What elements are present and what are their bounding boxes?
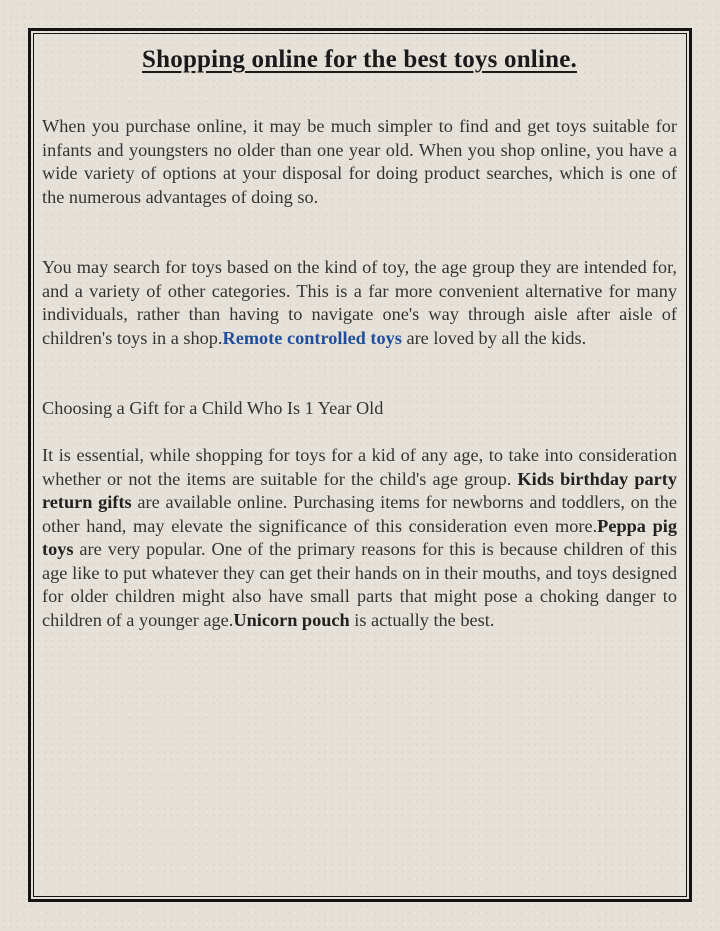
paragraph-intro: When you purchase online, it may be much simpler to find and get toys suitable for infants and youngsters no older than one year old. When you shop online, you have a wide variety of options at your disposal for doing product searches, which is one of the numerous advantages of doing so. bbox=[42, 116, 677, 207]
keyword-return-gifts: Kids birthday party return gifts bbox=[42, 468, 677, 512]
paragraph-search bbox=[42, 256, 677, 350]
keyword-peppa-pig-toys: Peppa pig toys bbox=[42, 515, 677, 559]
paragraph-search-text: You may search for toys based on the kind of toy, the age group they are intended for, and a variety of other categories. This is a far more convenient alternative for many individuals, rather than having to navigate one's way through aisle after aisle of children's toys in a shop. bbox=[42, 257, 677, 348]
paragraph-gift bbox=[42, 444, 677, 632]
document-body bbox=[42, 44, 677, 632]
page-title: Shopping online for the best toys online. bbox=[142, 46, 577, 73]
paragraph-search-tail: are loved by all the kids. bbox=[401, 327, 587, 348]
section-subheading: Choosing a Gift for a Child Who Is 1 Year Old bbox=[42, 398, 384, 418]
paragraph-gift-text-2: are available online. Purchasing items for newborns and toddlers, on the other hand, may elevate the significance of this consideration even more. bbox=[42, 492, 677, 536]
paragraph-gift-text-3: are very popular. One of the primary reasons for this is because children of this age like to put whatever they can get their hands on in their mouths, and toys designed for older children might also have small parts that might pose a choking danger to children of a younger age. bbox=[42, 539, 677, 630]
paragraph-gift-text-4: is actually the best. bbox=[349, 609, 495, 630]
keyword-unicorn-pouch: Unicorn pouch bbox=[233, 609, 350, 630]
remote-controlled-toys-link[interactable]: Remote controlled toys bbox=[222, 327, 402, 348]
paragraph-gift-text-1: It is essential, while shopping for toys for a kid of any age, to take into consideration whether or not the items are suitable for the child's age group. bbox=[42, 445, 677, 489]
